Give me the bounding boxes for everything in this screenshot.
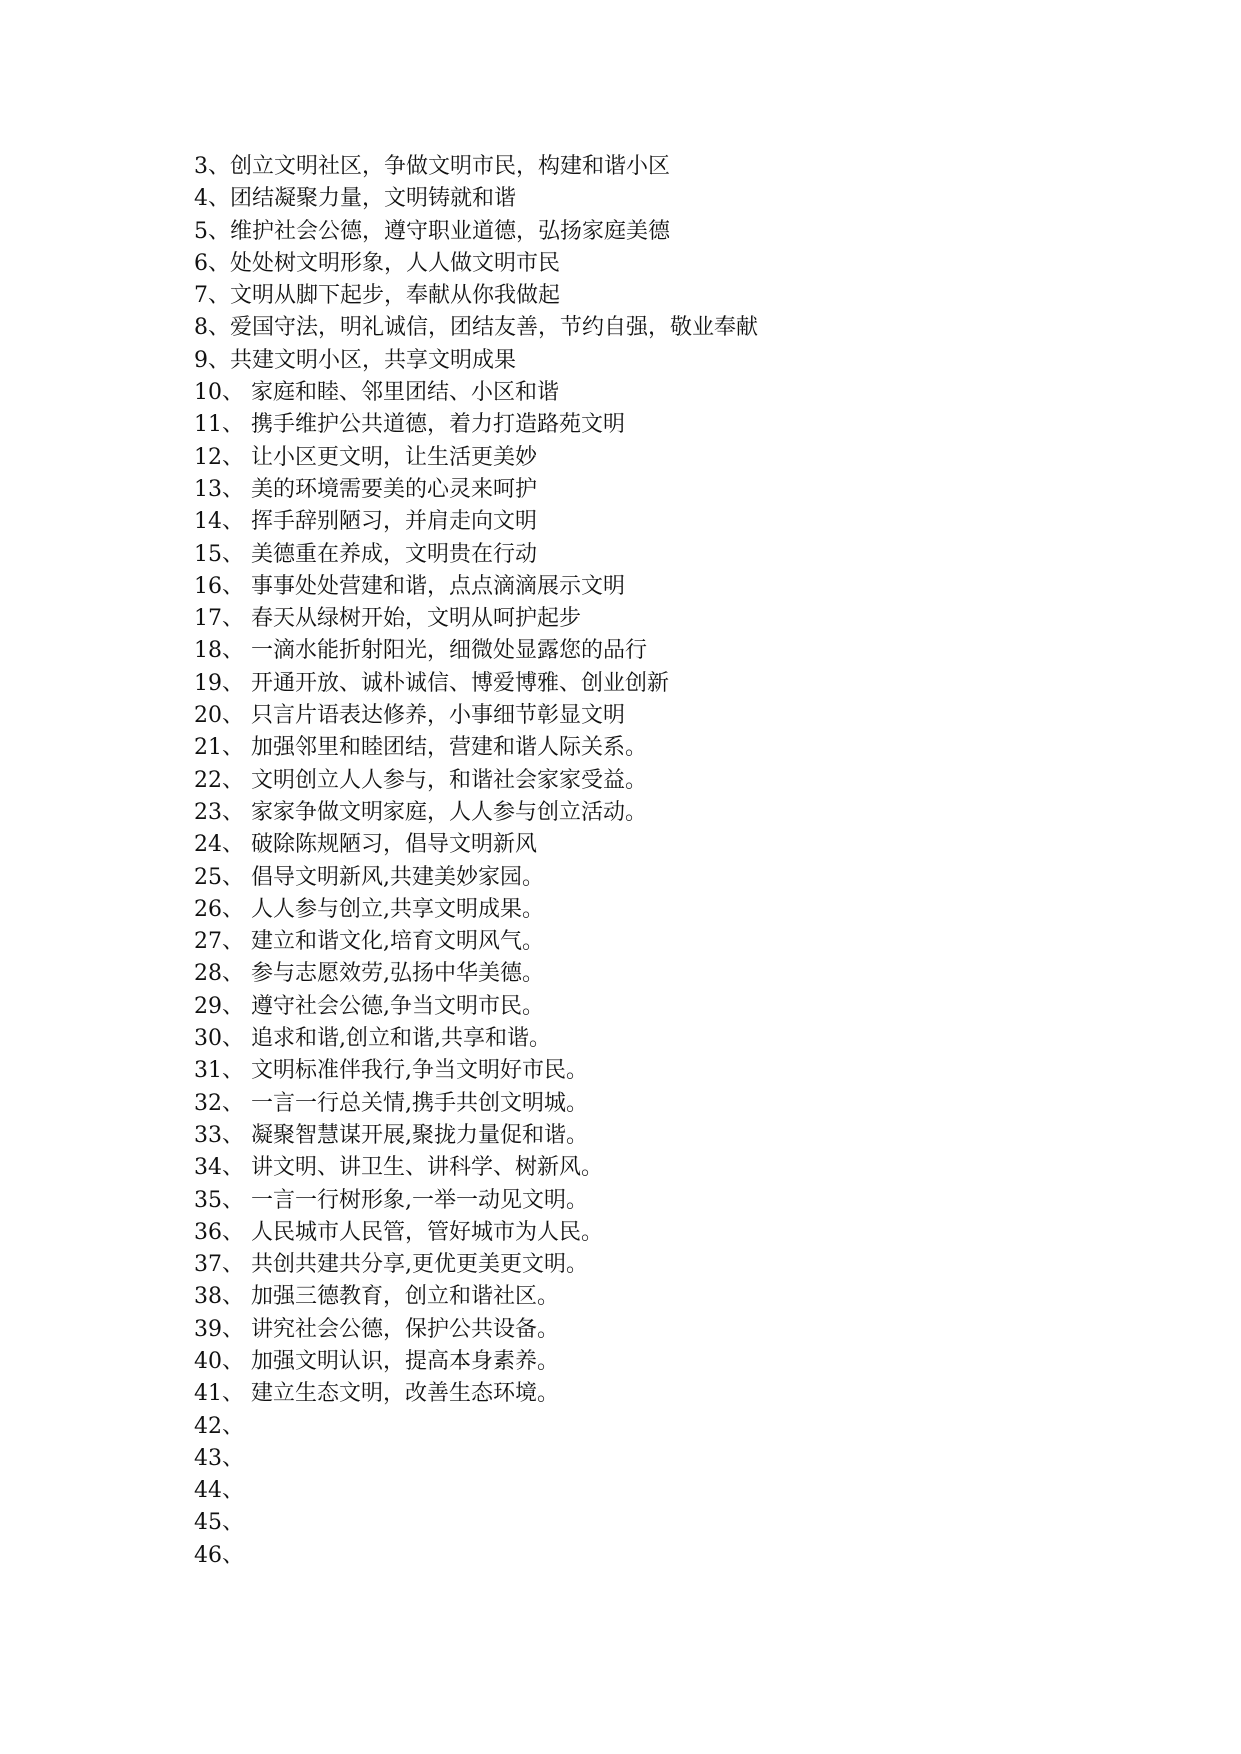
list-item: 46、 [194,1542,244,1568]
list-item: 31、 文明标准伴我行,争当文明好市民。 [194,1058,588,1084]
list-item: 26、 人人参与创立,共享文明成果。 [194,896,544,922]
list-item: 16、 事事处处营建和谐，点点滴滴展示文明 [194,573,625,599]
list-item: 7、文明从脚下起步，奉献从你我做起 [194,283,560,309]
list-item: 22、 文明创立人人参与，和谐社会家家受益。 [194,767,647,793]
list-item: 38、 加强三德教育，创立和谐社区。 [194,1284,559,1310]
slogan-list [194,151,758,1572]
list-item: 23、 家家争做文明家庭，人人参与创立活动。 [194,799,647,825]
list-item: 41、 建立生态文明，改善生态环境。 [194,1381,559,1407]
list-item: 20、 只言片语表达修养，小事细节彰显文明 [194,703,625,729]
list-item: 14、 挥手辞别陋习，并肩走向文明 [194,509,537,535]
list-item: 34、 讲文明、讲卫生、讲科学、树新风。 [194,1155,603,1181]
list-item: 30、 追求和谐,创立和谐,共享和谐。 [194,1026,551,1052]
list-item: 13、 美的环境需要美的心灵来呵护 [194,476,537,502]
list-item: 43、 [194,1445,244,1471]
list-item: 42、 [194,1413,244,1439]
list-item: 37、 共创共建共分享,更优更美更文明。 [194,1252,588,1278]
list-item: 6、处处树文明形象，人人做文明市民 [194,250,560,276]
list-item: 3、创立文明社区，争做文明市民，构建和谐小区 [194,154,670,179]
list-item: 5、维护社会公德，遵守职业道德，弘扬家庭美德 [194,218,670,244]
list-item: 32、 一言一行总关情,携手共创文明城。 [194,1090,588,1116]
list-item: 18、 一滴水能折射阳光，细微处显露您的品行 [194,638,647,664]
list-item: 12、 让小区更文明，让生活更美妙 [194,444,537,470]
list-item: 17、 春天从绿树开始，文明从呵护起步 [194,606,581,632]
list-item: 28、 参与志愿效劳,弘扬中华美德。 [194,961,544,987]
list-item: 19、 开通开放、诚朴诚信、博爱博雅、创业创新 [194,670,669,696]
list-item: 33、 凝聚智慧谋开展,聚拢力量促和谐。 [194,1122,588,1148]
list-item: 15、 美德重在养成，文明贵在行动 [194,541,537,567]
list-item: 8、爱国守法，明礼诚信，团结友善，节约自强，敬业奉献 [194,315,758,341]
list-item: 27、 建立和谐文化,培育文明风气。 [194,929,544,955]
list-item: 36、 人民城市人民管，管好城市为人民。 [194,1219,603,1245]
list-item: 29、 遵守社会公德,争当文明市民。 [194,993,544,1019]
list-item: 11、 携手维护公共道德，着力打造路苑文明 [194,412,625,438]
list-item: 24、 破除陈规陋习，倡导文明新风 [194,832,537,858]
list-item: 21、 加强邻里和睦团结，营建和谐人际关系。 [194,735,647,761]
list-item: 45、 [194,1510,244,1536]
list-item: 25、 倡导文明新风,共建美妙家园。 [194,864,544,890]
list-item: 44、 [194,1478,244,1504]
list-item: 40、 加强文明认识，提高本身素养。 [194,1348,559,1374]
list-item: 39、 讲究社会公德，保护公共设备。 [194,1316,559,1342]
list-item: 35、 一言一行树形象,一举一动见文明。 [194,1187,588,1213]
list-item: 4、团结凝聚力量，文明铸就和谐 [194,186,516,212]
list-item: 10、 家庭和睦、邻里团结、小区和谐 [194,380,559,406]
list-item: 9、共建文明小区，共享文明成果 [194,347,516,373]
